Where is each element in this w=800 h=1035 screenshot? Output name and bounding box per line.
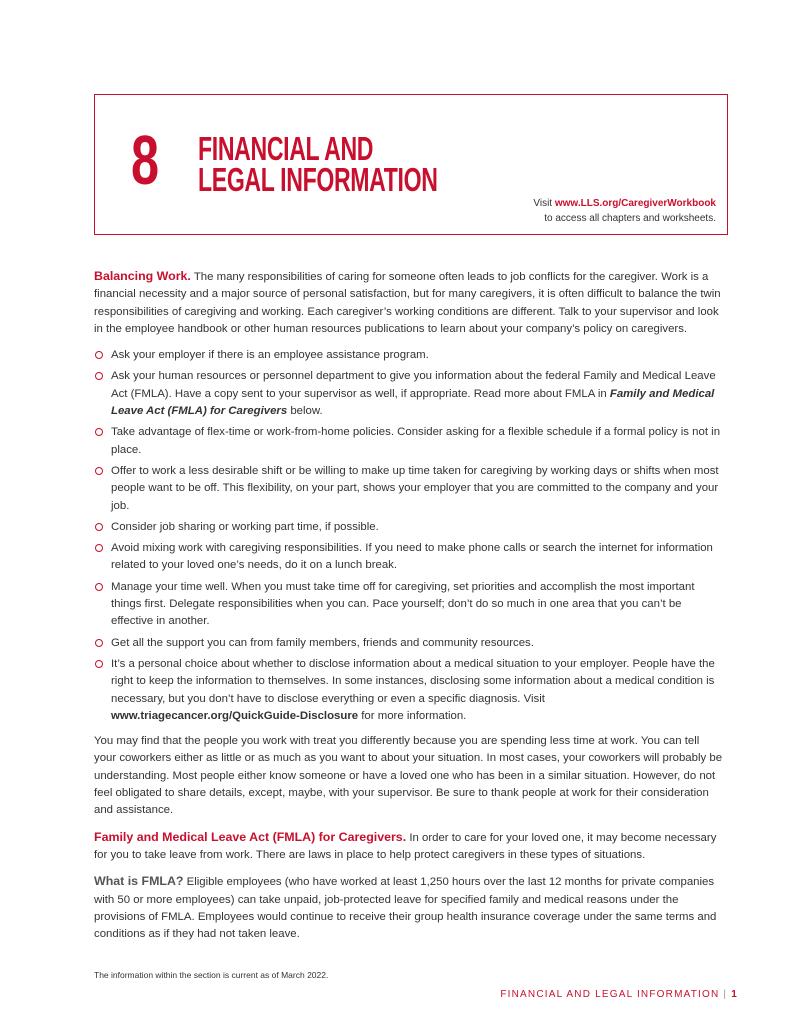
list-item-text: Get all the support you can from family members, friends and community resources. (111, 636, 534, 649)
balancing-work-paragraph (94, 268, 724, 338)
list-item-text: Manage your time well. When you must take time off for caregiving, set priorities and accomplish the most important things first. Delegate responsibilities when you can. Pace yourself; don’t do so much in one area that you can’t be effective in another. (111, 580, 695, 628)
list-item-text-end: below. (287, 405, 323, 418)
list-item-text: Offer to work a less desirable shift or be willing to make up time taken for caregiving by working days or shifts when most people want to be off. This flexibility, on your part, shows your employer that you are committed to the company and your job. (111, 464, 719, 512)
fmla-text: In order to care for your loved one, it may become necessary for you to take leave from work. There are laws in place to help protect caregivers in these types of situations. (94, 831, 717, 861)
list-item (94, 635, 724, 652)
balancing-work-text: The many responsibilities of caring for someone often leads to job conflicts for the caregiver. Work is a financial necessity and a major source of personal satisfaction, but for many caregivers, it is often difficult to balance the twin responsibilities of caregiving and working. Each caregiver’s working conditions are different. Talk to your supervisor and look in the employee handbook or other human resources publications to learn about your company’s policy on caregivers. (94, 271, 721, 335)
circle-bullet-icon (95, 372, 103, 380)
what-is-fmla-heading: What is FMLA? (94, 874, 184, 889)
list-item-text: Avoid mixing work with caregiving responsibilities. If you need to make phone calls or search the internet for information related to your loved one’s needs, do it on a lunch break. (111, 542, 713, 572)
list-item-text-end: for more information. (358, 709, 467, 722)
circle-bullet-icon (95, 583, 103, 591)
balancing-work-heading: Balancing Work. (94, 269, 191, 283)
main-content (94, 268, 724, 952)
chapter-title-line2: LEGAL INFORMATION (198, 161, 438, 198)
fmla-section-reference: Family and Medical Leave Act (FMLA) for Caregivers (111, 387, 715, 418)
list-item (94, 368, 724, 420)
what-is-fmla-paragraph (94, 873, 724, 943)
circle-bullet-icon (95, 428, 103, 436)
list-item (94, 579, 724, 631)
list-item (94, 540, 724, 575)
triage-cancer-link[interactable]: www.triagecancer.org/QuickGuide-Disclosure (111, 709, 359, 722)
what-is-fmla-text: Eligible employees (who have worked at least 1,250 hours over the last 12 months for private companies with 50 or more employees) can take unpaid, job-protected leave for specified family and medical reasons under the provisions of FMLA. Employees would continue to receive their group health insurance coverage under the same terms and conditions as if they had not taken leave. (94, 876, 717, 941)
list-item (94, 519, 724, 536)
circle-bullet-icon (95, 523, 103, 531)
list-item (94, 424, 724, 459)
list-item (94, 656, 724, 725)
chapter-number: 8 (131, 121, 159, 199)
page-number: 1 (731, 989, 738, 1000)
chapter-title (198, 130, 438, 198)
page-footer (500, 989, 738, 1000)
footer-separator: | (723, 989, 728, 1000)
circle-bullet-icon (95, 660, 103, 668)
chapter-header-box (94, 94, 728, 235)
visit-prefix: Visit (533, 198, 555, 209)
circle-bullet-icon (95, 467, 103, 475)
footer-section-title: FINANCIAL AND LEGAL INFORMATION (500, 989, 720, 1000)
fmla-paragraph (94, 829, 724, 865)
fmla-heading: Family and Medical Leave Act (FMLA) for Caregivers. (94, 829, 407, 844)
work-tips-list (94, 347, 724, 725)
coworkers-paragraph: You may find that the people you work with treat you differently because you are spending less time at work. You can tell your coworkers either as little or as much as you want to about your situation. In most cases, your coworkers will probably be understanding. Most people either know someone or have a loved one who has been in a similar situation. However, do not feel obligated to share details, except, maybe, with your supervisor. Be sure to thank people at work for their consideration and assistance. (94, 735, 723, 817)
list-item (94, 347, 724, 364)
list-item-text: Consider job sharing or working part time, if possible. (111, 520, 379, 533)
visit-suffix: to access all chapters and worksheets. (544, 213, 716, 224)
currency-footnote: The information within the section is current as of March 2022. (94, 970, 329, 980)
caregiver-workbook-link[interactable]: www.LLS.org/CaregiverWorkbook (554, 198, 716, 209)
list-item-text: It’s a personal choice about whether to disclose information about a medical situation to your employer. People have the right to keep the information to themselves. In some instances, disclosing some information about a medical condition is necessary, but you don’t have to disclose everything or even a specific diagnosis. Visit (111, 657, 715, 705)
chapter-title-line1: FINANCIAL AND (198, 130, 374, 167)
circle-bullet-icon (95, 351, 103, 359)
list-item (94, 463, 724, 515)
visit-note (533, 196, 716, 226)
circle-bullet-icon (95, 544, 103, 552)
list-item-text: Ask your human resources or personnel department to give you information about the federal Family and Medical Leave Act (FMLA). Have a copy sent to your supervisor as well, if appropriate. Read more about FMLA in (111, 370, 716, 400)
list-item-text: Ask your employer if there is an employee assistance program. (111, 349, 429, 362)
list-item-text: Take advantage of flex-time or work-from-home policies. Consider asking for a flexible schedule if a formal policy is not in place. (111, 426, 721, 456)
circle-bullet-icon (95, 639, 103, 647)
